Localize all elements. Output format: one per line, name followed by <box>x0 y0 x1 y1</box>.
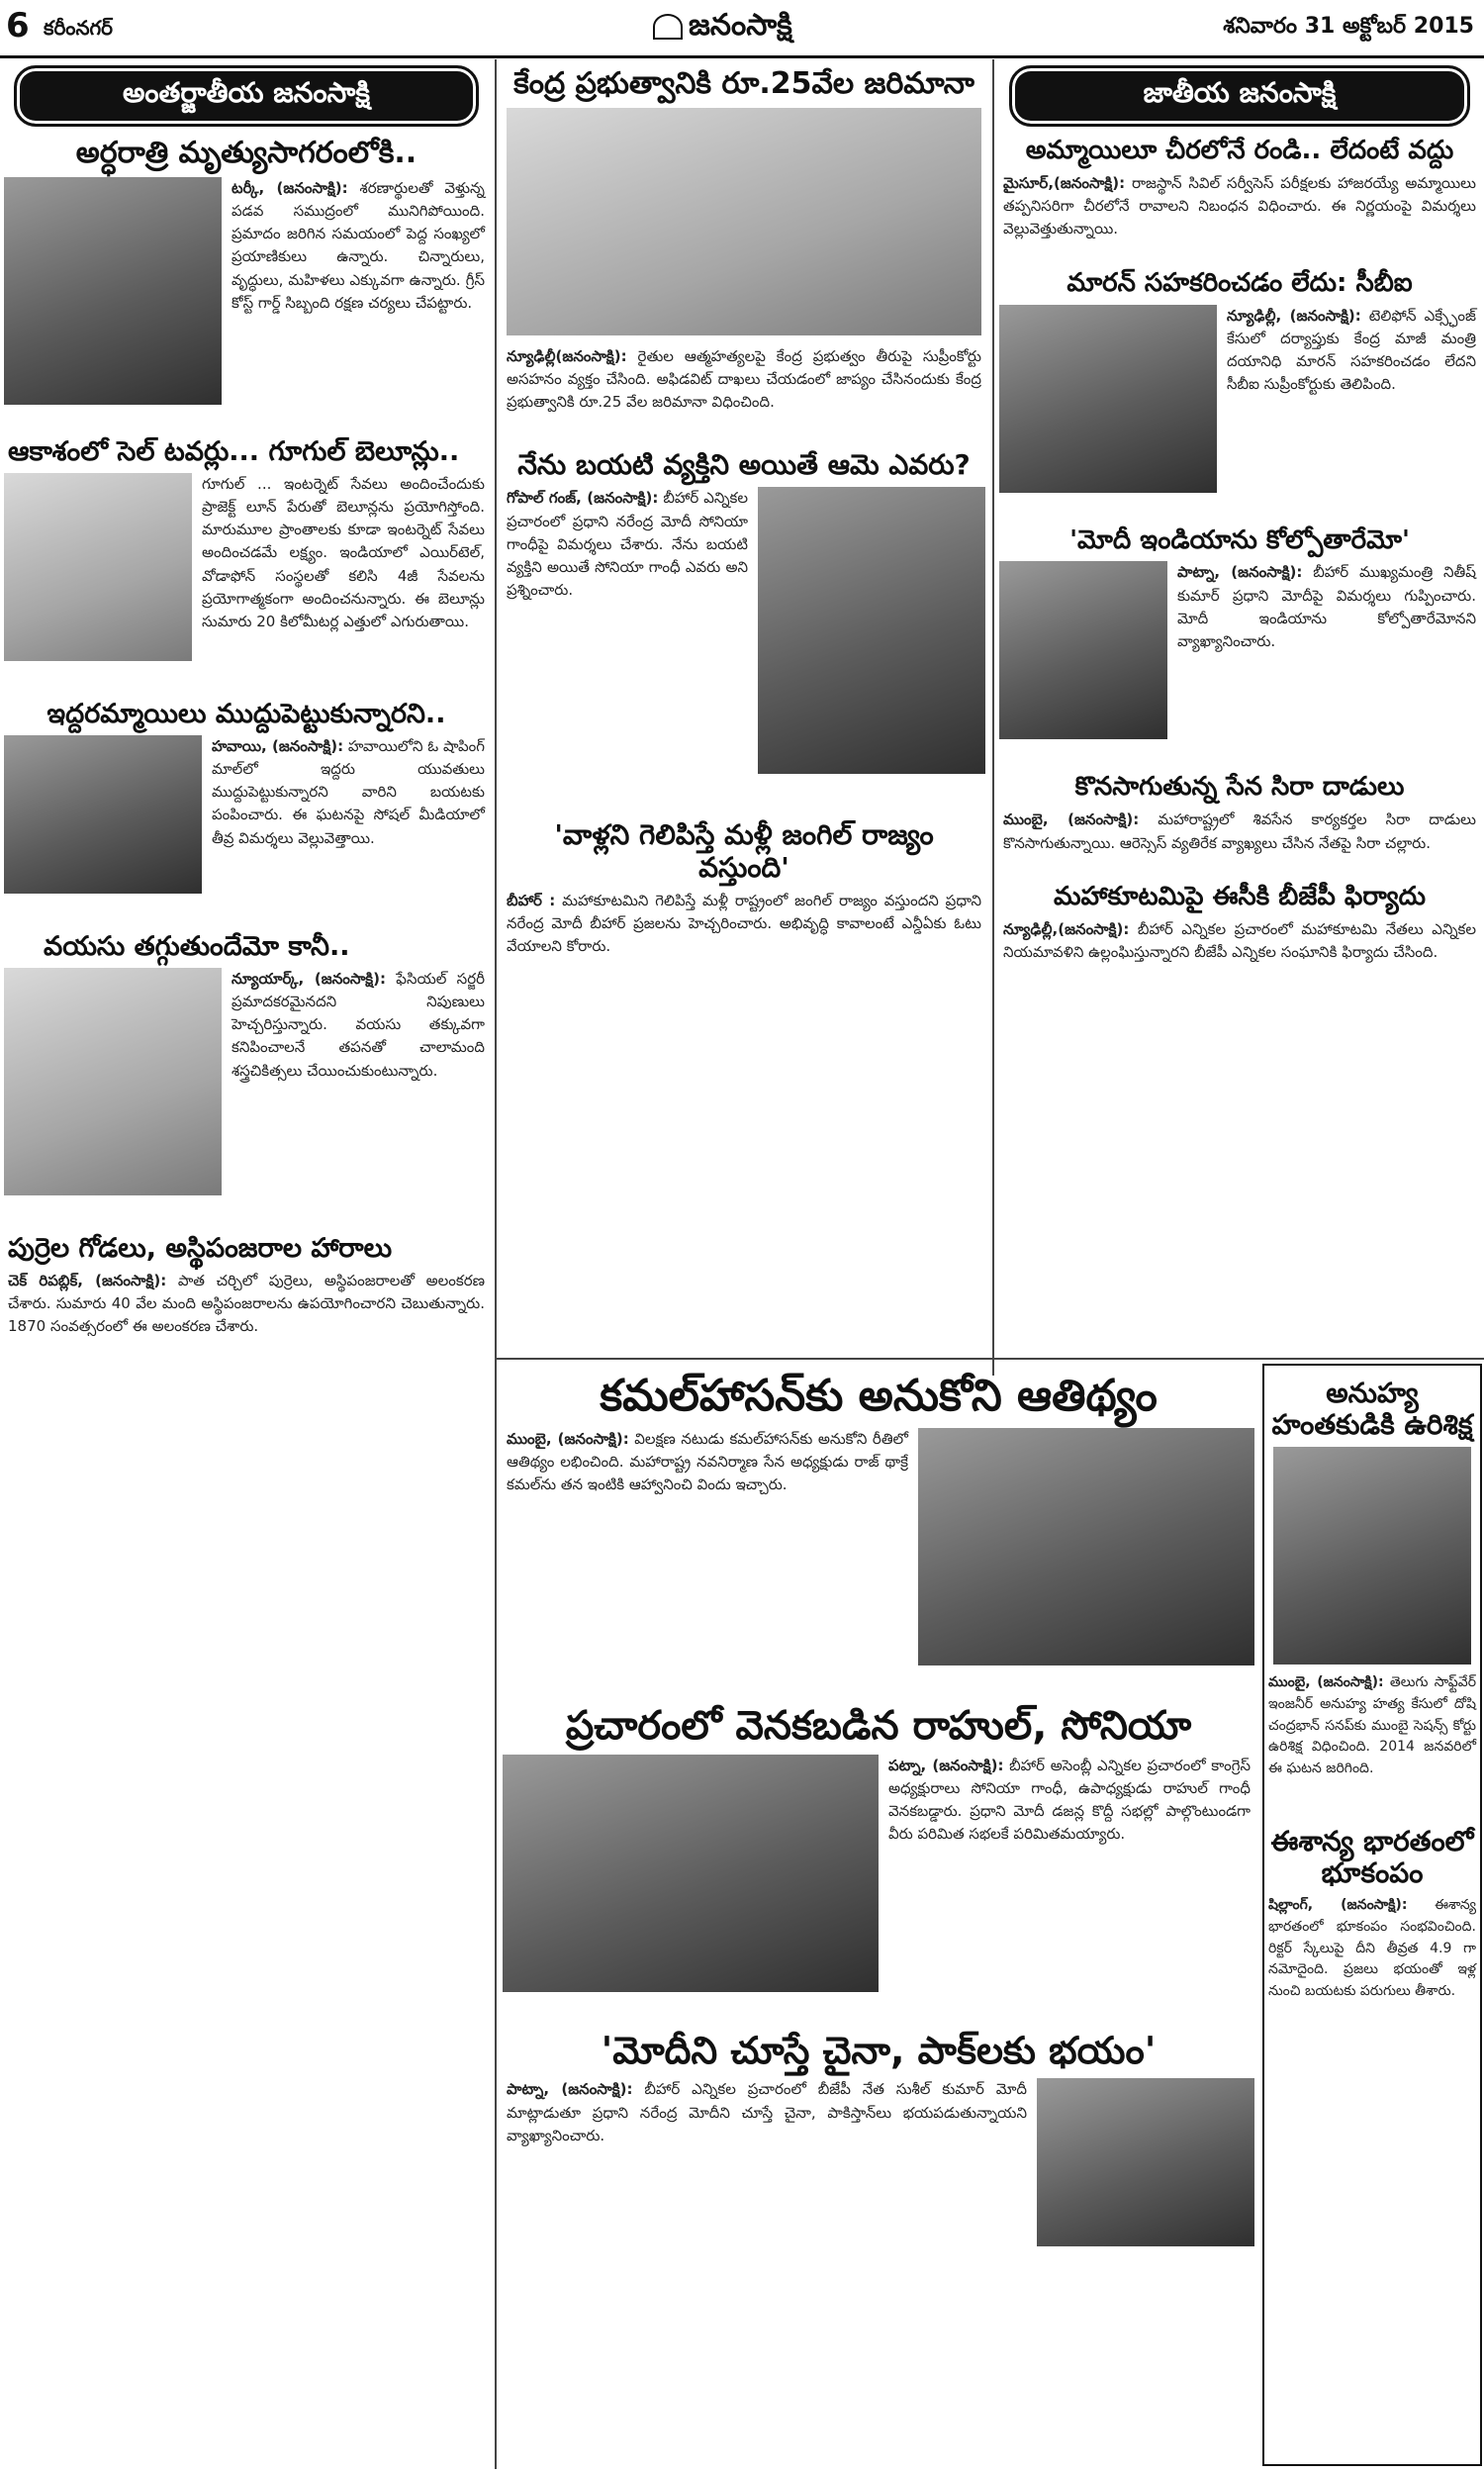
maran-photo <box>999 305 1217 493</box>
balloon-photo <box>4 473 192 661</box>
dateline: హవాయి, (జనంసాక్షి): <box>212 736 344 755</box>
dateline: పాట్నా, (జనంసాక్షి): <box>1177 563 1303 582</box>
headline-china-pak-fear: 'మోదీని చూస్తే చైనా, పాక్‌లకు భయం' <box>601 2028 1157 2072</box>
dateline: పాట్నా, (జనంసాక్షి): <box>507 2080 633 2099</box>
headline-ne-earthquake: ఈశాన్య భారతంలో భూకంపం <box>1270 1824 1474 1889</box>
section-divider <box>497 1358 1484 1360</box>
noose-convict-photo <box>1273 1447 1471 1665</box>
page-number: 6 <box>6 6 30 46</box>
headline-rahul-sonia: ప్రచారంలో వెనకబడిన రాహుల్, సోనియా <box>565 1702 1192 1749</box>
dateline: ముంబై, (జనంసాక్షి): <box>1003 810 1140 829</box>
story-ink-attacks <box>1003 809 1476 855</box>
story-jungle-raj <box>507 890 981 959</box>
headline-bjp-complaint: మహాకూటమిపై ఈసీకి బీజేపీ ఫిర్యాదు <box>1053 881 1427 911</box>
issue-date: శనివారం 31 అక్టోబర్ 2015 <box>1223 14 1474 39</box>
story-text: బీహార్ ముఖ్యమంత్రి నితీష్ కుమార్ ప్రధాని మోదీపై విమర్శలు గుప్పించారు. మోదీ ఇండియాను కోల్పోతారేమోనని వ్యాఖ్యానించారు. <box>1177 563 1476 651</box>
story-google-balloons: గూగుల్ ... ఇంటర్నెట్ సేవలు అందించేందుకు ప్రాజెక్ట్ లూన్ పేరుతో బెలూన్లను ప్రయోగిస్తోంది. మారుమూల ప్రాంతాలకు కూడా ఇంటర్నెట్ సేవలు అందించడమే లక్ష్యం. ఇండియాలో ఎయిర్‌టెల్, వోడాఫోన్ సంస్థలతో కలిసి 4జీ సేవలను ప్రయోగాత్మకంగా అందించనున్నారు. ఈ బెలూన్లు సుమారు 20 కిలోమీటర్ల ఎత్తులో ఎగురుతాయి. <box>202 474 485 631</box>
headline-anuhya-verdict: అనుహ్య హంతకుడికి ఉరిశిక్ష <box>1271 1377 1473 1442</box>
modi-photo <box>758 487 985 774</box>
dateline: చెక్ రిపబ్లిక్, (జనంసాక్షి): <box>8 1271 167 1289</box>
story-text: పాత చర్చిలో పుర్రెలు, అస్థిపంజరాలతో అలంకరణ చేశారు. సుమారు 40 వేల మంది అస్థిపంజరాలను ఉపయోగించారని చెబుతున్నారు. 1870 సంవత్సరంలో ఈ అలంకరణ చేశారు. <box>8 1271 485 1336</box>
paper-logo <box>653 8 792 49</box>
two-girls-photo <box>4 735 202 894</box>
headline-google-balloons: ఆకాశంలో సెల్ టవర్లు... గూగుల్ బెలూన్లు.. <box>8 435 460 467</box>
headline-two-girls: ఇద్దరమ్మాయిలు ముద్దుపెట్టుకున్నారని.. <box>46 698 446 729</box>
headline-skull-walls: పుర్రెల గోడలు, అస్థిపంజరాల హారాలు <box>8 1232 393 1264</box>
paper-name: జనంసాక్షి <box>689 8 792 43</box>
face-surgery-photo <box>4 968 222 1195</box>
headline-age-surgery: వయసు తగ్గుతుందేమో కానీ.. <box>44 930 350 962</box>
middle-column <box>503 61 985 1353</box>
right-column <box>999 61 1480 1353</box>
story-ne-earthquake <box>1268 1895 1476 2002</box>
story-text: ఫేసియల్ సర్జరీ ప్రమాదకరమైనదని నిపుణులు హెచ్చరిస్తున్నారు. వయసు తక్కువగా కనిపించాలనే తపనతో చాలామంది శస్త్రచికిత్సలు చేయించుకుంటున్నారు. <box>232 969 485 1080</box>
dateline: పట్నా, (జనంసాక్షి): <box>888 1756 1004 1774</box>
headline-ink-attacks: కొనసాగుతున్న సేన సిరా దాడులు <box>1074 772 1405 803</box>
story-text: బీహార్ అసెంబ్లీ ఎన్నికల ప్రచారంలో కాంగ్రెస్ అధ్యక్షురాలు సోనియా గాంధీ, ఉపాధ్యక్షుడు రాహుల్ గాంధీ వెనకబడ్డారు. ప్రధాని మోదీ డజన్ల కొద్దీ సభల్లో పాల్గొంటుండగా వీరు పరిమిత సభలకే పరిమితమయ్యారు. <box>888 1756 1251 1844</box>
dateline: ముంబై, (జనంసాక్షి): <box>1268 1674 1384 1691</box>
dateline: న్యూఢిల్లీ(జనంసాక్షి): <box>507 346 627 365</box>
supreme-court-photo <box>507 108 981 335</box>
story-text: మహాకూటమిని గెలిపిస్తే మళ్లీ రాష్ట్రంలో జంగిల్ రాజ్యం వస్తుందని ప్రధాని నరేంద్ర మోదీ బీహార్ ప్రజలను హెచ్చరించారు. అభివృద్ధి కావాలంటే ఎన్డీఏకు ఓటు వేయాలని కోరారు. <box>507 891 981 956</box>
international-section-banner: అంతర్జాతీయ జనంసాక్షి <box>14 65 479 127</box>
story-saree-rule <box>1003 172 1476 241</box>
nitish-photo <box>999 561 1167 739</box>
masthead <box>0 0 1484 58</box>
story-text: విలక్షణ నటుడు కమల్‌హాసన్‌కు అనుకోని రీతిలో ఆతిథ్యం లభించింది. మహారాష్ట్ర నవనిర్మాణ సేన అధ్యక్షుడు రాజ్ థాక్రే కమల్‌ను తన ఇంటికి ఆహ్వానించి విందు ఇచ్చారు. <box>507 1429 908 1494</box>
column-rule <box>992 59 994 1376</box>
story-text: మహారాష్ట్రలో శివసేన కార్యకర్తల సిరా దాడులు కొనసాగుతున్నాయి. ఆరెస్సెస్ వ్యతిరేక వ్యాఖ్యలు చేసిన నేతపై సిరా చల్లారు. <box>1003 810 1476 852</box>
headline-saree-rule: అమ్మాయిలూ చీరలోనే రండి.. లేదంటే వద్దు <box>1025 136 1454 165</box>
sonia-rahul-photo <box>503 1755 879 1992</box>
story-text: హవాయిలోని ఓ షాపింగ్ మాల్‌లో ఇద్దరు యువతులు ముద్దుపెట్టుకున్నారని వారిని బయటకు పంపించారు. ఈ ఘటనపై సోషల్ మీడియాలో తీవ్ర విమర్శలు వెల్లువెత్తాయి. <box>212 736 486 847</box>
headline-outsider: నేను బయటి వ్యక్తిని అయితే ఆమె ఎవరు? <box>517 448 971 482</box>
dateline: న్యూఢిల్లీ, (జనంసాక్షి): <box>1227 306 1361 325</box>
boat-photo <box>4 177 222 405</box>
lower-center-section <box>503 1366 1254 2464</box>
dateline: ముంబై, (జనంసాక్షి): <box>507 1429 629 1448</box>
story-text: ఈశాన్య భారతంలో భూకంపం సంభవించింది. రిక్టర్ స్కేలుపై దీని తీవ్రత 4.9 గా నమోదైంది. ప్రజలు భయంతో ఇళ్ల నుంచి బయటకు పరుగులు తీశారు. <box>1268 1897 1476 1999</box>
column-rule <box>495 1361 497 2469</box>
edition-city: కరీంనగర్ <box>44 16 113 40</box>
logo-icon <box>653 14 683 40</box>
story-anuhya-verdict <box>1268 1672 1476 1779</box>
story-skull-walls <box>8 1270 485 1339</box>
story-centre-fine <box>507 345 981 415</box>
dateline: గోపాల్ గంజ్, (జనంసాక్షి): <box>507 489 659 508</box>
left-column <box>4 61 489 2466</box>
dateline: న్యూయార్క్, (జనంసాక్షి): <box>232 969 386 988</box>
dateline: న్యూఢిల్లీ,(జనంసాక్షి): <box>1003 919 1130 938</box>
dateline: మైసూర్,(జనంసాక్షి): <box>1003 173 1126 192</box>
story-text: తెలుగు సాఫ్ట్‌వేర్ ఇంజనీర్ అనుహ్య హత్య కేసులో దోషి చంద్రభాన్ సనప్‌కు ముంబై సెషన్స్ కోర్టు ఉరిశిక్ష విధించింది. 2014 జనవరిలో ఈ ఘటన జరిగింది. <box>1268 1674 1477 1777</box>
kamal-thackeray-photo <box>918 1428 1254 1665</box>
story-text: బీహార్ ఎన్నికల ప్రచారంలో ప్రధాని నరేంద్ర మోదీ సోనియా గాంధీపై విమర్శలు చేశారు. నేను బయటి వ్యక్తిని అయితే సోనియా గాంధీ ఎవరు అని ప్రశ్నించారు. <box>507 489 748 600</box>
headline-jungle-raj: 'వాళ్లని గెలిపిస్తే మళ్లీ జంగిల్ రాజ్యం వస్తుంది' <box>554 818 934 884</box>
column-rule <box>495 59 497 1376</box>
sushil-modi-photo <box>1037 2078 1254 2246</box>
headline-centre-fine: కేంద్ర ప్రభుత్వానికి రూ.25వేల జరిమానా <box>513 66 974 101</box>
story-text: రాజస్థాన్ సివిల్ సర్వీసెస్ పరీక్షలకు హాజరయ్యే అమ్మాయిలు తప్పనిసరిగా చీరలోనే రావాలని నిబంధన విధించారు. ఈ నిర్ణయంపై విమర్శలు వెల్లువెత్తుతున్నాయి. <box>1003 173 1476 238</box>
story-bjp-complaint <box>1003 918 1476 965</box>
national-section-banner: జాతీయ జనంసాక్షి <box>1009 65 1470 127</box>
headline-kamal-hospitality: కమల్‌హాసన్‌కు అనుకోని ఆతిథ్యం <box>600 1371 1158 1421</box>
story-text: టెలిఫోన్ ఎక్స్ఛేంజ్ కేసులో దర్యాప్తుకు కేంద్ర మాజీ మంత్రి దయానిధి మారన్ సహకరించడం లేదని సీబీఐ సుప్రీంకోర్టుకు తెలిపింది. <box>1227 306 1476 394</box>
dateline: బీహార్ : <box>507 891 556 909</box>
story-text: బీహార్ ఎన్నికల ప్రచారంలో బీజేపీ నేత సుశీల్ కుమార్ మోదీ మాట్లాడుతూ ప్రధాని నరేంద్ర మోదీని చూస్తే చైనా, పాకిస్తాన్‌లు భయపడుతున్నాయని వ్యాఖ్యానించారు. <box>507 2080 1027 2144</box>
story-text: శరణార్థులతో వెళ్తున్న పడవ సముద్రంలో మునిగిపోయింది. ప్రమాదం జరిగిన సమయంలో పెద్ద సంఖ్యలో ప్రయాణికులు ఉన్నారు. చిన్నారులు, వృద్ధులు, మహిళలు ఎక్కువగా ఉన్నారు. గ్రీస్ కోస్ట్ గార్డ్ సిబ్బంది రక్షణ చర్యలు చేపట్టారు. <box>232 178 485 312</box>
headline-midnight-sea: అర్ధరాత్రి మృత్యుసాగరంలోకి.. <box>75 136 417 170</box>
headline-maran-cbi: మారన్ సహకరించడం లేదు: సీబీఐ <box>1067 267 1413 298</box>
headline-modi-lose-india: 'మోదీ ఇండియాను కోల్పోతారేమో' <box>1069 524 1410 555</box>
dateline: షిల్లాంగ్, (జనంసాక్షి): <box>1268 1897 1408 1914</box>
story-text: బీహార్ ఎన్నికల ప్రచారంలో మహాకూటమి నేతలు ఎన్నికల నియమావళిని ఉల్లంఘిస్తున్నారని బీజేపీ ఎన్నికల సంఘానికి ఫిర్యాదు చేసింది. <box>1003 919 1476 961</box>
dateline: టర్కీ, (జనంసాక్షి): <box>232 178 348 197</box>
story-text: రైతుల ఆత్మహత్యలపై కేంద్ర ప్రభుత్వం తీరుపై సుప్రీంకోర్టు అసహనం వ్యక్తం చేసింది. అఫిడవిట్ దాఖలు చేయడంలో జాప్యం చేసినందుకు కేంద్ర ప్రభుత్వానికి రూ.25 వేల జరిమానా విధించింది. <box>507 346 981 411</box>
right-sidebar-box <box>1262 1364 1482 2466</box>
